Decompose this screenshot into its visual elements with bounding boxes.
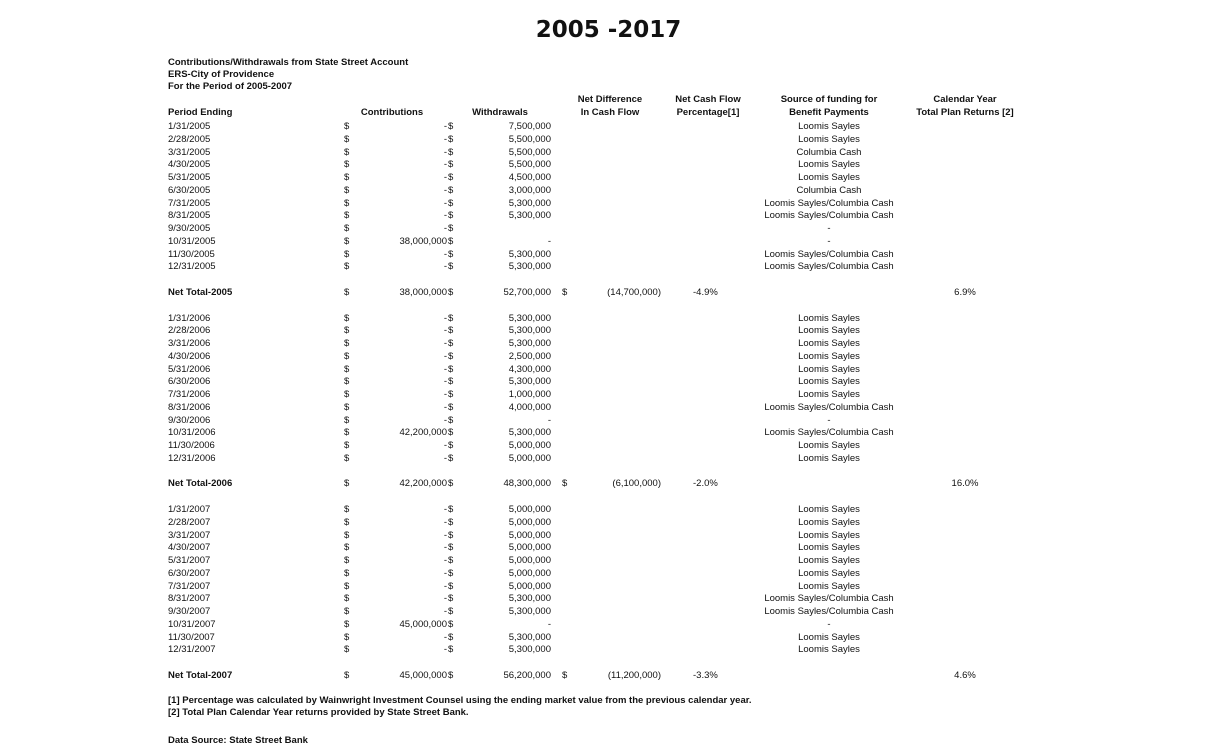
- withdrawals-cell: -: [547, 414, 551, 426]
- table-row: [0, 415, 1217, 428]
- currency-symbol: $: [448, 146, 454, 158]
- col-header-period-ending: Period Ending: [168, 107, 233, 118]
- source-of-funding-cell: Loomis Sayles: [798, 350, 860, 362]
- currency-symbol: $: [344, 427, 350, 439]
- currency-symbol: $: [344, 516, 350, 528]
- source-of-funding-cell: -: [827, 223, 831, 234]
- source-of-funding-cell: Loomis Sayles: [798, 133, 860, 145]
- source-of-funding-cell: Loomis Sayles: [798, 338, 860, 349]
- currency-symbol: $: [448, 210, 454, 222]
- table-row: [0, 542, 1217, 555]
- col-header-source-line1: Source of funding for: [780, 94, 878, 105]
- period-ending-cell: 4/30/2007: [168, 542, 211, 554]
- contributions-cell: -: [443, 248, 447, 260]
- currency-symbol: $: [562, 669, 568, 681]
- currency-symbol: $: [448, 529, 454, 541]
- withdrawals-cell: 5,000,000: [508, 555, 551, 566]
- contributions-cell: -: [443, 542, 447, 554]
- withdrawals-cell: 5,300,000: [508, 427, 551, 439]
- currency-symbol: $: [448, 440, 454, 451]
- currency-symbol: $: [344, 312, 350, 324]
- currency-symbol: $: [448, 452, 454, 464]
- period-ending-cell: 6/30/2005: [168, 184, 211, 196]
- total-withdrawals: 52,700,000: [503, 286, 551, 298]
- period-ending-cell: 1/31/2005: [168, 121, 211, 132]
- currency-symbol: $: [344, 478, 350, 489]
- currency-symbol: $: [448, 121, 454, 132]
- source-of-funding-cell: -: [827, 618, 831, 630]
- contributions-cell: -: [443, 338, 447, 349]
- calendar-year-return-value: 4.6%: [954, 669, 976, 681]
- currency-symbol: $: [448, 542, 454, 554]
- source-of-funding-cell: Loomis Sayles: [798, 567, 860, 579]
- table-row: [0, 555, 1217, 568]
- contributions-cell: -: [443, 172, 447, 183]
- currency-symbol: $: [448, 555, 454, 566]
- table-row: [0, 402, 1217, 415]
- net-cash-flow-pct-value: -2.0%: [693, 478, 718, 489]
- currency-symbol: $: [448, 618, 454, 630]
- withdrawals-cell: 5,300,000: [508, 325, 551, 337]
- period-ending-cell: 5/31/2007: [168, 555, 211, 566]
- currency-symbol: $: [344, 363, 350, 375]
- currency-symbol: $: [448, 631, 454, 643]
- currency-symbol: $: [344, 644, 350, 656]
- currency-symbol: $: [344, 618, 350, 630]
- contributions-cell: -: [443, 223, 447, 234]
- withdrawals-cell: 5,300,000: [508, 606, 551, 617]
- period-ending-cell: 6/30/2007: [168, 567, 211, 579]
- net-difference-value: (6,100,000): [612, 478, 661, 489]
- table-row: [0, 185, 1217, 198]
- source-of-funding-cell: Loomis Sayles: [798, 325, 860, 337]
- withdrawals-cell: 5,000,000: [508, 567, 551, 579]
- currency-symbol: $: [562, 286, 568, 298]
- table-row: [0, 313, 1217, 326]
- net-total-label: Net Total-2007: [168, 669, 233, 681]
- withdrawals-cell: 5,300,000: [508, 248, 551, 260]
- source-of-funding-cell: Loomis Sayles/Columbia Cash: [764, 401, 894, 413]
- contributions-cell: -: [443, 555, 447, 566]
- table-row: [0, 121, 1217, 134]
- currency-symbol: $: [344, 223, 350, 234]
- source-of-funding-cell: Loomis Sayles: [798, 172, 860, 183]
- contributions-cell: -: [443, 184, 447, 196]
- source-of-funding-cell: Loomis Sayles: [798, 555, 860, 566]
- currency-symbol: $: [448, 516, 454, 528]
- table-row: [0, 198, 1217, 211]
- col-header-net-cash-flow-line1: Net Cash Flow: [675, 94, 741, 105]
- contributions-cell: 38,000,000: [399, 235, 447, 247]
- withdrawals-cell: 5,300,000: [508, 644, 551, 656]
- currency-symbol: $: [448, 478, 454, 489]
- source-of-funding-cell: Loomis Sayles/Columbia Cash: [764, 606, 894, 617]
- table-row: [0, 581, 1217, 594]
- col-header-withdrawals: Withdrawals: [472, 107, 528, 118]
- period-ending-cell: 3/31/2005: [168, 146, 211, 158]
- source-of-funding-cell: Loomis Sayles: [798, 542, 860, 554]
- currency-symbol: $: [344, 555, 350, 566]
- period-ending-cell: 11/30/2007: [168, 631, 215, 643]
- calendar-year-return-value: 16.0%: [951, 478, 979, 489]
- withdrawals-cell: 5,300,000: [508, 312, 551, 324]
- period-ending-cell: 7/31/2006: [168, 389, 211, 400]
- currency-symbol: $: [448, 593, 454, 605]
- table-row: [0, 453, 1217, 466]
- currency-symbol: $: [448, 133, 454, 145]
- currency-symbol: $: [344, 338, 350, 349]
- currency-symbol: $: [344, 401, 350, 413]
- currency-symbol: $: [344, 146, 350, 158]
- net-cash-flow-pct-value: -3.3%: [693, 669, 718, 681]
- currency-symbol: $: [448, 261, 454, 273]
- currency-symbol: $: [344, 350, 350, 362]
- period-ending-cell: 1/31/2006: [168, 312, 211, 324]
- total-withdrawals: 48,300,000: [503, 478, 551, 489]
- source-of-funding-cell: Columbia Cash: [796, 146, 862, 158]
- source-of-funding-cell: Loomis Sayles/Columbia Cash: [764, 197, 894, 209]
- withdrawals-cell: 5,300,000: [508, 210, 551, 222]
- period-ending-cell: 7/31/2007: [168, 580, 211, 592]
- contributions-cell: -: [443, 133, 447, 145]
- table-row: [0, 568, 1217, 581]
- table-row: [0, 351, 1217, 364]
- currency-symbol: $: [344, 235, 350, 247]
- source-of-funding-cell: Loomis Sayles: [798, 580, 860, 592]
- currency-symbol: $: [344, 504, 350, 515]
- currency-symbol: $: [448, 389, 454, 400]
- source-of-funding-cell: Loomis Sayles/Columbia Cash: [764, 427, 894, 439]
- currency-symbol: $: [344, 567, 350, 579]
- currency-symbol: $: [448, 376, 454, 388]
- source-of-funding-cell: Loomis Sayles: [798, 516, 860, 528]
- source-of-funding-cell: Loomis Sayles: [798, 452, 860, 464]
- withdrawals-cell: 5,300,000: [508, 338, 551, 349]
- table-row: [0, 606, 1217, 619]
- source-of-funding-cell: Loomis Sayles: [798, 363, 860, 375]
- contributions-cell: -: [443, 261, 447, 273]
- source-of-funding-cell: Loomis Sayles: [798, 631, 860, 643]
- currency-symbol: $: [344, 631, 350, 643]
- contributions-cell: -: [443, 350, 447, 362]
- contributions-cell: -: [443, 631, 447, 643]
- contributions-cell: -: [443, 389, 447, 400]
- period-ending-cell: 8/31/2006: [168, 401, 211, 413]
- table-row: [0, 440, 1217, 453]
- source-of-funding-cell: Loomis Sayles: [798, 529, 860, 541]
- withdrawals-cell: 4,500,000: [508, 172, 551, 183]
- contributions-cell: -: [443, 363, 447, 375]
- contributions-cell: -: [443, 159, 447, 171]
- contributions-cell: 45,000,000: [399, 618, 447, 630]
- currency-symbol: $: [562, 478, 568, 489]
- contributions-cell: -: [443, 197, 447, 209]
- currency-symbol: $: [448, 159, 454, 171]
- currency-symbol: $: [448, 184, 454, 196]
- footnote-1: [1] Percentage was calculated by Wainwright Investment Counsel using the ending market value from the previous calendar year.: [168, 695, 752, 706]
- table-row: [0, 619, 1217, 632]
- currency-symbol: $: [344, 529, 350, 541]
- currency-symbol: $: [344, 184, 350, 196]
- source-of-funding-cell: Loomis Sayles: [798, 389, 860, 400]
- net-difference-value: (11,200,000): [607, 669, 661, 681]
- period-ending-cell: 9/30/2005: [168, 223, 211, 234]
- period-ending-cell: 9/30/2007: [168, 606, 211, 617]
- currency-symbol: $: [448, 197, 454, 209]
- currency-symbol: $: [448, 567, 454, 579]
- contributions-cell: -: [443, 644, 447, 656]
- net-difference-value: (14,700,000): [607, 286, 661, 298]
- currency-symbol: $: [448, 235, 454, 247]
- total-contributions: 38,000,000: [399, 286, 447, 298]
- withdrawals-cell: 4,300,000: [508, 363, 551, 375]
- period-ending-cell: 11/30/2005: [168, 248, 215, 260]
- period-ending-cell: 3/31/2007: [168, 529, 211, 541]
- contributions-cell: -: [443, 593, 447, 605]
- contributions-cell: -: [443, 516, 447, 528]
- period-ending-cell: 10/31/2007: [168, 618, 216, 630]
- withdrawals-cell: 5,300,000: [508, 631, 551, 643]
- source-of-funding-cell: -: [827, 235, 831, 247]
- withdrawals-cell: 4,000,000: [508, 401, 551, 413]
- currency-symbol: $: [344, 376, 350, 388]
- withdrawals-cell: 5,000,000: [508, 580, 551, 592]
- table-row: [0, 147, 1217, 160]
- withdrawals-cell: 5,000,000: [508, 504, 551, 515]
- currency-symbol: $: [448, 644, 454, 656]
- period-ending-cell: 4/30/2005: [168, 159, 211, 171]
- net-total-row: [0, 670, 1217, 683]
- currency-symbol: $: [448, 580, 454, 592]
- contributions-cell: -: [443, 312, 447, 324]
- currency-symbol: $: [344, 210, 350, 222]
- withdrawals-cell: 5,500,000: [508, 133, 551, 145]
- col-header-calendar-year-line2: Total Plan Returns [2]: [916, 106, 1014, 118]
- source-of-funding-cell: Loomis Sayles: [798, 159, 860, 171]
- currency-symbol: $: [448, 606, 454, 617]
- contributions-cell: -: [443, 414, 447, 426]
- withdrawals-cell: 3,000,000: [508, 184, 551, 196]
- contributions-cell: -: [443, 580, 447, 592]
- source-of-funding-cell: Loomis Sayles: [798, 376, 860, 388]
- period-ending-cell: 7/31/2005: [168, 197, 211, 209]
- currency-symbol: $: [448, 312, 454, 324]
- currency-symbol: $: [448, 401, 454, 413]
- period-ending-cell: 2/28/2006: [168, 325, 211, 337]
- currency-symbol: $: [344, 325, 350, 337]
- total-withdrawals: 56,200,000: [503, 669, 551, 681]
- currency-symbol: $: [344, 389, 350, 400]
- currency-symbol: $: [344, 440, 350, 451]
- net-cash-flow-pct-value: -4.9%: [693, 286, 718, 298]
- currency-symbol: $: [344, 159, 350, 171]
- contributions-cell: -: [443, 504, 447, 515]
- net-total-label: Net Total-2006: [168, 478, 233, 489]
- currency-symbol: $: [344, 172, 350, 183]
- period-ending-cell: 12/31/2007: [168, 644, 216, 656]
- table-row: [0, 236, 1217, 249]
- contributions-cell: -: [443, 567, 447, 579]
- col-header-calendar-year-line1: Calendar Year: [933, 94, 997, 105]
- currency-symbol: $: [448, 325, 454, 337]
- period-ending-cell: 3/31/2006: [168, 338, 211, 349]
- period-ending-cell: 8/31/2005: [168, 210, 211, 222]
- table-row: [0, 389, 1217, 402]
- currency-symbol: $: [344, 452, 350, 464]
- source-of-funding-cell: Columbia Cash: [796, 184, 862, 196]
- withdrawals-cell: 5,500,000: [508, 159, 551, 171]
- contributions-cell: -: [443, 121, 447, 132]
- source-of-funding-cell: Loomis Sayles: [798, 312, 860, 324]
- period-ending-cell: 5/31/2006: [168, 363, 211, 375]
- currency-symbol: $: [344, 414, 350, 426]
- table-row: [0, 325, 1217, 338]
- currency-symbol: $: [344, 580, 350, 592]
- table-row: [0, 338, 1217, 351]
- total-contributions: 42,200,000: [399, 478, 447, 489]
- page-title: 2005 -2017: [535, 17, 682, 43]
- withdrawals-cell: 1,000,000: [508, 389, 551, 400]
- withdrawals-cell: 5,300,000: [508, 376, 551, 388]
- table-row: [0, 517, 1217, 530]
- source-of-funding-cell: Loomis Sayles: [798, 440, 860, 451]
- currency-symbol: $: [344, 606, 350, 617]
- currency-symbol: $: [448, 350, 454, 362]
- col-header-net-difference-line1: Net Difference: [577, 94, 643, 105]
- currency-symbol: $: [344, 286, 350, 298]
- currency-symbol: $: [344, 542, 350, 554]
- currency-symbol: $: [344, 133, 350, 145]
- contributions-cell: -: [443, 401, 447, 413]
- currency-symbol: $: [448, 223, 454, 234]
- withdrawals-cell: 5,000,000: [508, 516, 551, 528]
- contributions-cell: 42,200,000: [399, 427, 447, 439]
- period-ending-cell: 12/31/2006: [168, 452, 216, 464]
- net-total-label: Net Total-2005: [168, 286, 233, 298]
- source-of-funding-cell: Loomis Sayles/Columbia Cash: [764, 261, 894, 273]
- period-ending-cell: 11/30/2006: [168, 440, 215, 451]
- currency-symbol: $: [448, 504, 454, 515]
- withdrawals-cell: 5,000,000: [508, 529, 551, 541]
- withdrawals-cell: 2,500,000: [508, 350, 551, 362]
- withdrawals-cell: 7,500,000: [508, 121, 551, 132]
- currency-symbol: $: [344, 248, 350, 260]
- period-ending-cell: 10/31/2005: [168, 235, 216, 247]
- contributions-cell: -: [443, 452, 447, 464]
- footnote-2: [2] Total Plan Calendar Year returns provided by State Street Bank.: [168, 707, 469, 718]
- period-ending-cell: 4/30/2006: [168, 350, 211, 362]
- table-row: [0, 134, 1217, 147]
- total-contributions: 45,000,000: [399, 669, 447, 681]
- report-entity: ERS-City of Providence: [168, 69, 275, 80]
- source-of-funding-cell: -: [827, 414, 831, 426]
- col-header-source-line2: Benefit Payments: [789, 106, 869, 118]
- source-of-funding-cell: Loomis Sayles/Columbia Cash: [764, 210, 894, 222]
- period-ending-cell: 1/31/2007: [168, 504, 211, 515]
- source-of-funding-cell: Loomis Sayles: [798, 504, 860, 515]
- source-of-funding-cell: Loomis Sayles/Columbia Cash: [764, 248, 894, 260]
- table-row: [0, 504, 1217, 517]
- withdrawals-cell: 5,000,000: [508, 542, 551, 554]
- currency-symbol: $: [448, 286, 454, 298]
- period-ending-cell: 2/28/2007: [168, 516, 211, 528]
- table-row: [0, 249, 1217, 262]
- contributions-cell: -: [443, 529, 447, 541]
- report-period: For the Period of 2005-2007: [168, 81, 293, 92]
- currency-symbol: $: [344, 261, 350, 273]
- table-row: [0, 376, 1217, 389]
- table-row: [0, 159, 1217, 172]
- currency-symbol: $: [448, 669, 454, 681]
- withdrawals-cell: 5,000,000: [508, 452, 551, 464]
- currency-symbol: $: [344, 669, 350, 681]
- withdrawals-cell: 5,000,000: [508, 440, 551, 451]
- currency-symbol: $: [448, 248, 454, 260]
- table-row: [0, 644, 1217, 657]
- table-row: [0, 530, 1217, 543]
- withdrawals-cell: 5,300,000: [508, 261, 551, 273]
- table-row: [0, 223, 1217, 236]
- contributions-cell: -: [443, 606, 447, 617]
- col-header-net-difference-line2: In Cash Flow: [580, 106, 640, 118]
- table-row: [0, 210, 1217, 223]
- currency-symbol: $: [448, 414, 454, 426]
- currency-symbol: $: [448, 363, 454, 375]
- period-ending-cell: 9/30/2006: [168, 414, 211, 426]
- period-ending-cell: 10/31/2006: [168, 427, 216, 439]
- withdrawals-cell: 5,500,000: [508, 146, 551, 158]
- contributions-cell: -: [443, 210, 447, 222]
- net-total-row: [0, 478, 1217, 491]
- currency-symbol: $: [448, 172, 454, 183]
- table-row: [0, 632, 1217, 645]
- table-row: [0, 172, 1217, 185]
- contributions-cell: -: [443, 440, 447, 451]
- report-title: Contributions/Withdrawals from State Street Account: [168, 57, 409, 68]
- source-of-funding-cell: Loomis Sayles: [798, 121, 860, 132]
- withdrawals-cell: -: [547, 618, 551, 630]
- table-row: [0, 364, 1217, 377]
- currency-symbol: $: [448, 338, 454, 349]
- currency-symbol: $: [344, 197, 350, 209]
- net-total-row: [0, 287, 1217, 300]
- calendar-year-return-value: 6.9%: [954, 286, 976, 298]
- contributions-cell: -: [443, 146, 447, 158]
- col-header-net-cash-flow-line2: Percentage[1]: [676, 106, 740, 118]
- table-row: [0, 593, 1217, 606]
- withdrawals-cell: -: [547, 235, 551, 247]
- period-ending-cell: 6/30/2006: [168, 376, 211, 388]
- currency-symbol: $: [344, 121, 350, 132]
- period-ending-cell: 12/31/2005: [168, 261, 216, 273]
- withdrawals-cell: 5,300,000: [508, 197, 551, 209]
- source-of-funding-cell: Loomis Sayles: [798, 644, 860, 656]
- table-row: [0, 261, 1217, 274]
- currency-symbol: $: [344, 593, 350, 605]
- data-source: Data Source: State Street Bank: [168, 735, 308, 746]
- contributions-cell: -: [443, 325, 447, 337]
- col-header-contributions: Contributions: [360, 107, 424, 118]
- period-ending-cell: 2/28/2005: [168, 133, 211, 145]
- currency-symbol: $: [448, 427, 454, 439]
- table-row: [0, 427, 1217, 440]
- withdrawals-cell: 5,300,000: [508, 593, 551, 605]
- period-ending-cell: 8/31/2007: [168, 593, 211, 605]
- contributions-cell: -: [443, 376, 447, 388]
- period-ending-cell: 5/31/2005: [168, 172, 211, 183]
- source-of-funding-cell: Loomis Sayles/Columbia Cash: [764, 593, 894, 605]
